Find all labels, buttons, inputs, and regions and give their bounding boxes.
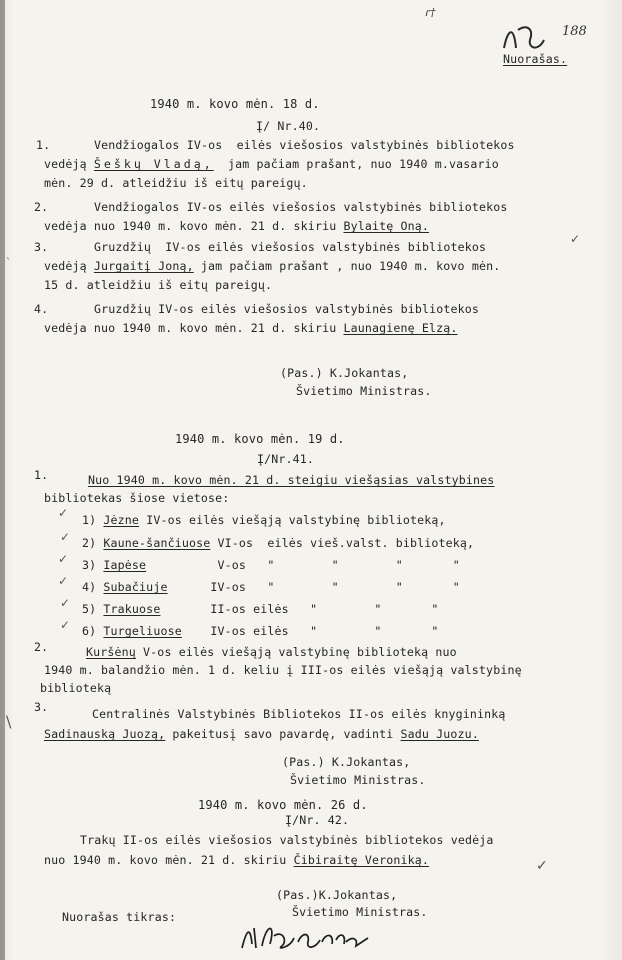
copy-label: Nuorašas. bbox=[503, 52, 568, 66]
person-name: Sadu Juozu. bbox=[400, 727, 479, 741]
order2-date: 1940 m. kovo mėn. 19 d. bbox=[175, 432, 345, 446]
order1-item4-line1: Gruzdžių IV-os eilės viešosios valstybinės bibliotekos bbox=[94, 302, 480, 316]
order1-signature-name: (Pas.) K.Jokantas, bbox=[280, 366, 409, 380]
list-item: 1) Jėzne IV-os eilės viešąją valstybinę biblioteką, bbox=[82, 513, 446, 527]
check-mark: ✓ bbox=[60, 596, 71, 610]
order1-item3-line3: 15 d. atleidžiu iš eitų pareigų. bbox=[44, 278, 273, 292]
order2-item1-number: 1. bbox=[34, 468, 49, 482]
order1-item2-number: 2. bbox=[34, 200, 49, 214]
person-name: Bylaitę Oną. bbox=[343, 219, 430, 233]
order3-signature-title: Švietimo Ministras. bbox=[292, 905, 428, 919]
order2-item2-line3: biblioteką bbox=[40, 681, 112, 695]
order2-number: Į/Nr.41. bbox=[257, 452, 315, 466]
order1-item3-line2: vedėją Jurgaitį Joną, jam pačiam prašant , nuo 1940 m. kovo mėn. bbox=[44, 259, 501, 273]
order2-item2-number: 2. bbox=[34, 640, 49, 654]
reference-number: 188 bbox=[562, 24, 587, 39]
check-mark: ✓ bbox=[60, 618, 71, 632]
order1-item2-line2: vedėja nuo 1940 m. kovo mėn. 21 d. skiriu Bylaitę Oną. bbox=[44, 219, 430, 233]
order2-item3-number: 3. bbox=[34, 700, 49, 714]
order1-item1-line3: mėn. 29 d. atleidžiu iš eitų pareigų. bbox=[44, 176, 308, 190]
order1-item4-number: 4. bbox=[34, 302, 49, 316]
person-name: Šeškų Vladą, bbox=[93, 157, 214, 171]
check-mark: ✓ bbox=[536, 858, 548, 874]
order3-signature-name: (Pas.)K.Jokantas, bbox=[276, 888, 398, 902]
list-item: 5) Trakuose II-os eilės " " " bbox=[82, 602, 439, 616]
order3-line2: nuo 1940 m. kovo mėn. 21 d. skiriu Čibiraitę Veroniką. bbox=[44, 853, 430, 867]
list-item: 3) Iapėse V-os " " " " bbox=[82, 558, 460, 572]
order2-signature-title: Švietimo Ministras. bbox=[290, 773, 426, 787]
check-mark: ✓ bbox=[570, 232, 581, 246]
order2-item2-line2: 1940 m. balandžio mėn. 1 d. keliu į III-os eilės viešąją valstybinę bbox=[44, 663, 522, 677]
order2-item3-line1: Centralinės Valstybinės Bibliotekos II-os eilės knygininką bbox=[92, 707, 506, 721]
person-name: Sadinauską Juozą, bbox=[44, 727, 166, 741]
order1-item1-number: 1. bbox=[36, 138, 51, 152]
order1-number: Į/ Nr.40. bbox=[256, 119, 321, 133]
handwritten-tick: ɾ† bbox=[425, 6, 436, 19]
margin-mark: \ bbox=[6, 712, 12, 731]
order1-date: 1940 m. kovo mėn. 18 d. bbox=[150, 97, 320, 111]
person-name: Launagienę Elzą. bbox=[343, 321, 458, 335]
person-name: Čibiraitę Veroniką. bbox=[293, 853, 430, 867]
person-name: Jurgaitį Joną, bbox=[93, 259, 194, 273]
handwritten-signature bbox=[236, 918, 386, 954]
check-mark: ✓ bbox=[60, 530, 71, 544]
page-edge-shadow bbox=[0, 0, 5, 960]
order2-item1-line1: Nuo 1940 m. kovo mėn. 21 d. steigiu viešąsias valstybines bbox=[88, 473, 495, 487]
order1-item1-line2: vedėją Šeškų Vladą, jam pačiam prašant, nuo 1940 m.vasario bbox=[44, 157, 499, 171]
list-item: 4) Subačiuje IV-os " " " " bbox=[82, 580, 460, 594]
margin-mark: ` bbox=[6, 258, 11, 269]
place-name: Kuršėnų bbox=[86, 645, 136, 659]
order2-signature-name: (Pas.) K.Jokantas, bbox=[282, 755, 411, 769]
order3-date: 1940 m. kovo mėn. 26 d. bbox=[198, 798, 368, 812]
check-mark: ✓ bbox=[58, 552, 69, 566]
certified-copy-label: Nuorašas tikras: bbox=[62, 910, 177, 924]
order1-item1-line1: Vendžiogalos IV-os eilės viešosios valstybinės bibliotekos bbox=[94, 138, 515, 152]
check-mark: ✓ bbox=[58, 574, 69, 588]
order1-item4-line2: vedėja nuo 1940 m. kovo mėn. 21 d. skiriu Launagienę Elzą. bbox=[44, 321, 458, 335]
check-mark: ✓ bbox=[58, 506, 69, 520]
order1-item3-line1: Gruzdžių IV-os eilės viešosios valstybinės bibliotekos bbox=[94, 240, 487, 254]
list-item: 6) Turgeliuose IV-os eilės " " " bbox=[82, 624, 439, 638]
order3-line1: Trakų II-os eilės viešosios valstybinės bibliotekos vedėja bbox=[80, 833, 494, 847]
order3-number: Į/Nr. 42. bbox=[285, 813, 350, 827]
order2-item1-line2: bibliotekas šiose vietose: bbox=[44, 491, 230, 505]
order1-item2-line1: Vendžiogalos IV-os eilės viešosios valstybinės bibliotekos bbox=[94, 200, 508, 214]
order1-item3-number: 3. bbox=[34, 240, 49, 254]
list-item: 2) Kaune-šančiuose VI-os eilės vieš.valst. biblioteką, bbox=[82, 536, 475, 550]
order2-item3-line2: Sadinauską Juozą, pakeitusį savo pavardę, vadinti Sadu Juozu. bbox=[44, 727, 479, 741]
order2-item2-line1: Kuršėnų V-os eilės viešąją valstybinę biblioteką nuo bbox=[86, 645, 457, 659]
order1-signature-title: Švietimo Ministras. bbox=[296, 384, 432, 398]
